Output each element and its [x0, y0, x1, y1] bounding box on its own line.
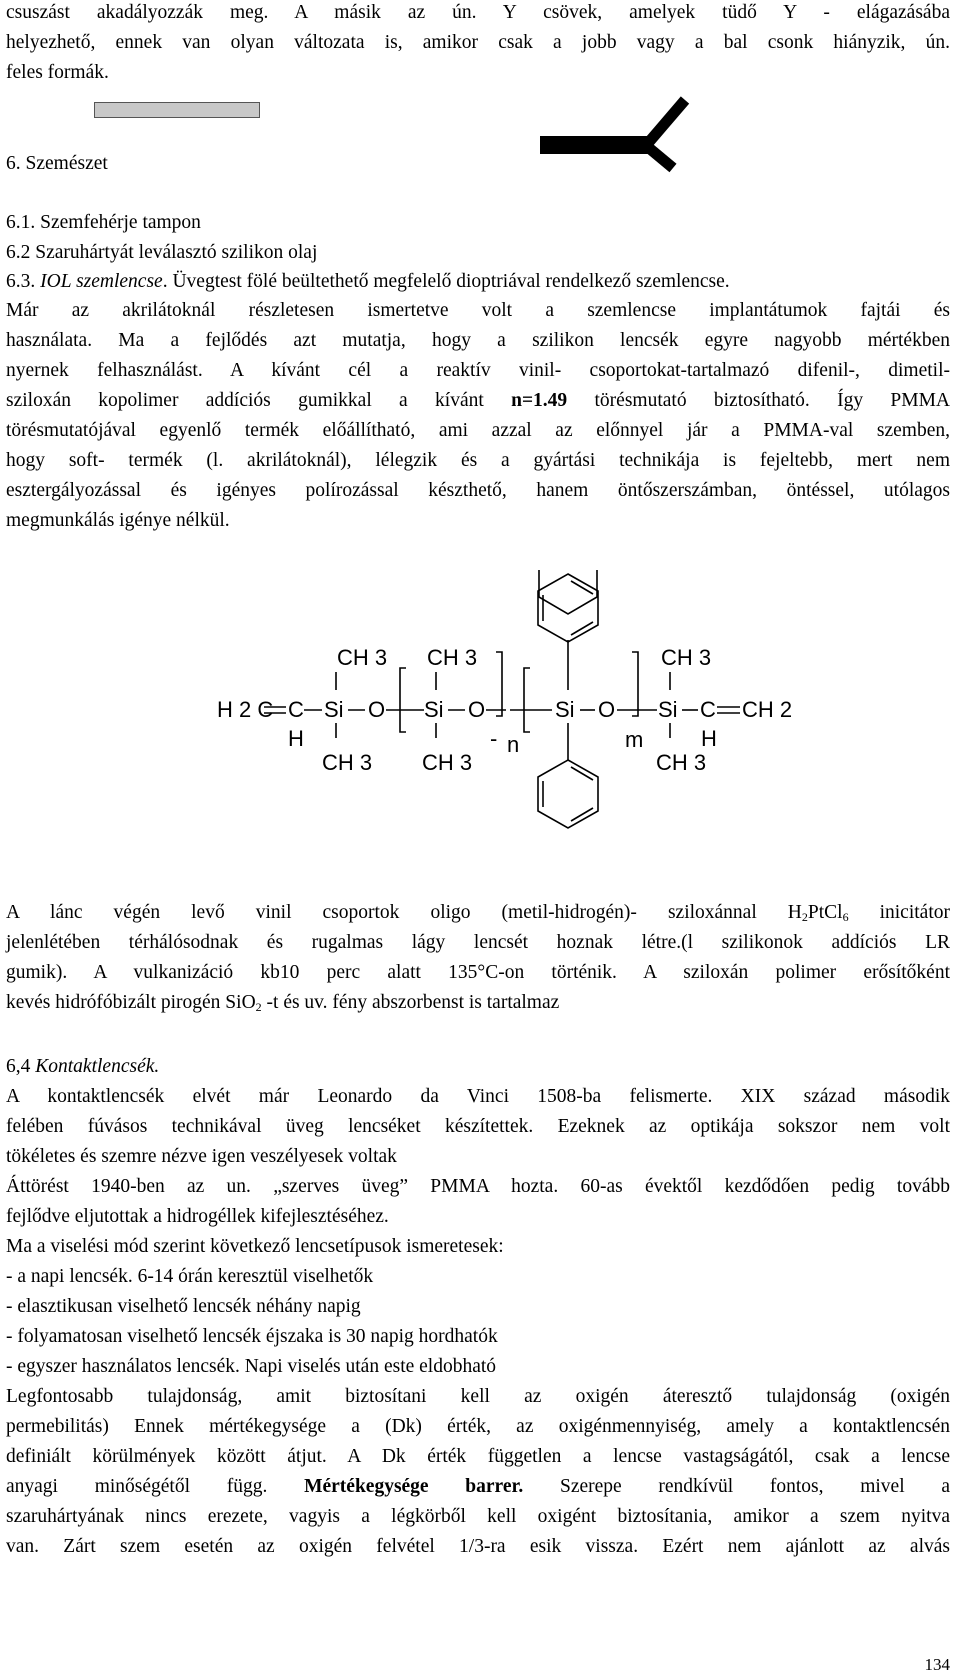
subsection-6-3-text: . Üvegtest fölé beültethető megfelelő dioptriával rendelkező szemlencse. [162, 271, 730, 292]
para2-line-3: gumik). A vulkanizáció kb10 perc alatt 135°C-on történik. A sziloxán polimer erősítőként [6, 962, 950, 983]
section-heading-6: 6. Szemészet [6, 153, 108, 174]
intro-line-2: helyezhető, ennek van olyan változata is, amikor csak a jobb vagy a bal csonk hiányzik, ún. [6, 32, 950, 53]
formula-ch3-bottom-1: CH 3 [322, 750, 373, 775]
para4-line-1: Legfontosabb tulajdonság, amit biztosítani kell az oxigén áteresztő tulajdonság (oxigén [6, 1386, 950, 1407]
para3-line-5: fejlődve eljutottak a hidrogéllek kifejlesztéséhez. [6, 1206, 389, 1227]
para3-line-3: tökéletes és szemre nézve igen veszélyesek voltak [6, 1146, 397, 1167]
para2-sub-3: 2 [255, 1000, 262, 1014]
para4-line-4-c: Szerepe rendkívül fontos, mivel a [523, 1476, 950, 1497]
subsection-6-3 [6, 267, 950, 297]
formula-subscript-n: n [507, 732, 520, 757]
page-number: 134 [924, 1655, 950, 1674]
formula-h2c: H 2 C [217, 697, 274, 722]
para1-line-6: hogy soft- termék (l. akrilátoknál), lélegzik és a gyártási technikája is fejeltebb, mert nem [6, 450, 950, 471]
para1-line-1: Már az akrilátoknál részletesen ismertetve volt a szemlencse implantátumok fajtái és [6, 300, 950, 321]
tube-illustration-bar [94, 102, 260, 118]
formula-o-3: O [598, 697, 616, 722]
lens-type-item-1: - a napi lencsék. 6-14 órán keresztül viselhetők [6, 1266, 374, 1287]
lens-type-item-4: - egyszer használatos lencsék. Napi viselés után este eldobható [6, 1356, 497, 1377]
subsection-6-2: 6.2 Szaruhártyát leválasztó szilikon olaj [6, 242, 318, 263]
para4-line-3: definiált körülmények között átjut. A Dk érték független a lencse vastagságától, csak a lencse [6, 1446, 950, 1467]
para4-line-6: van. Zárt szem esetén az oxigén felvétel 1/3-ra esik vissza. Ezért nem ajánlott az alvás [6, 1536, 950, 1557]
formula-si-4: Si [658, 697, 678, 722]
formula-vinyl-h-right: H [701, 726, 717, 751]
formula-ch3-bottom-2: CH 3 [422, 750, 473, 775]
para1-line-7: esztergályozással és igényes polírozással készthető, hanem öntőszerszámban, öntéssel, utólagos [6, 480, 950, 501]
formula-ch3-top-1: CH 3 [337, 645, 388, 670]
para4-line-4 [6, 1472, 950, 1502]
para1-line-8: megmunkálás igénye nélkül. [6, 510, 230, 531]
formula-vinyl-h-left: H [288, 726, 304, 751]
para2-sub-1: 2 [801, 910, 808, 924]
formula-o-1: O [368, 697, 386, 722]
para4-line-5: szaruhártyának nincs erezete, vagyis a légkörből kell oxigént biztosítania, amikor a szem nyitva [6, 1506, 950, 1527]
para1-line-4-c: törésmutató biztosítható. Így PMMA [567, 390, 950, 411]
para2-line-4-a: kevés hidrófóbizált pirogén SiO [6, 992, 256, 1013]
para2-line-4-b: -t és uv. fény abszorbenst is tartalmaz [261, 992, 560, 1013]
para2-sub-2: 6 [842, 910, 849, 924]
formula-ch2: CH 2 [742, 697, 793, 722]
para2-line-2: jelenlétében térhálósodnak és rugalmas lágy lencsét hoznak létre.(l szilikonok addíciós LR [6, 932, 950, 953]
para3-line-2: felében fúvásos technikával üveg lencséket készítettek. Ezeknek az optikája sokszor nem volt [6, 1116, 950, 1137]
para1-line-4 [6, 386, 950, 416]
formula-dash-n: - [490, 726, 498, 751]
subsection-6-3-title: IOL szemlencse [40, 271, 163, 292]
subsection-6-1: 6.1. Szemfehérje tampon [6, 212, 201, 233]
para2-line-4 [6, 988, 950, 1018]
para3-line-4: Áttörést 1940-ben az un. „szerves üveg” PMMA hozta. 60-as évektől kezdődően pedig tovább [6, 1176, 950, 1197]
para2-line-1 [6, 898, 950, 928]
para1-line-4-a: sziloxán kopolimer addíciós gumikkal a kívánt [6, 390, 512, 411]
para4-line-4-a: anyagi minőségétől függ. [6, 1476, 305, 1497]
formula-ch3-top-2: CH 3 [427, 645, 478, 670]
formula-o-2: O [468, 697, 486, 722]
phenyl-ring-top [538, 574, 598, 642]
para3-line-6: Ma a viselési mód szerint következő lencsetípusok ismeretesek: [6, 1236, 504, 1257]
formula-si-2: Si [424, 697, 444, 722]
para2-line-1-a: A lánc végén levő vinil csoportok oligo (metil-hidrogén)- sziloxánnal H [6, 902, 802, 923]
formula-ch3-top-4: CH 3 [661, 645, 712, 670]
formula-vinyl-c-right: C [700, 697, 716, 722]
para1-line-5: törésmutatójával egyenlő termék előállítható, ami azzal az előnnyel jár a PMMA-val szemben, [6, 420, 950, 441]
subsection-6-3-number: 6.3. [6, 271, 36, 292]
intro-line-1: csuszást akadályozzák meg. A másik az ún. Y csövek, amelyek tüdő Y - elágazásába [6, 2, 950, 23]
para3-line-1: A kontaktlencsék elvét már Leonardo da Vinci 1508-ba felismerte. XIX század második [6, 1086, 950, 1107]
lens-type-item-2: - elasztikusan viselhető lencsék néhány napig [6, 1296, 361, 1317]
para1-line-3: nyernek felhasználást. A kívánt cél a reaktív vinil- csoportokat-tartalmazó difenil-, dimetil- [6, 360, 950, 381]
phenyl-ring-bottom [538, 760, 598, 828]
formula-si-1: Si [324, 697, 344, 722]
intro-line-3: feles formák. [6, 62, 109, 83]
lens-type-item-3: - folyamatosan viselhető lencsék éjszaka is 30 napig hordhatók [6, 1326, 498, 1347]
para2-line-1-b: PtCl [807, 902, 843, 923]
formula-vinyl-c-left: C [288, 697, 304, 722]
refractive-index-value: n=1.49 [511, 390, 568, 411]
para2-line-1-c: inicitátor [848, 902, 950, 923]
section-6-4-title: Kontaktlencsék. [35, 1056, 160, 1077]
formula-si-3: Si [555, 697, 575, 722]
section-6-4-number: 6,4 [6, 1056, 36, 1077]
unit-barrer: Mértékegysége barrer. [304, 1476, 524, 1497]
formula-ch3-bottom-4: CH 3 [656, 750, 707, 775]
section-6-4-heading [6, 1052, 950, 1082]
para1-line-2: használata. Ma a fejlődés azt mutatja, hogy a szilikon lencsék egyre nagyobb mértékben [6, 330, 950, 351]
para4-line-2: permebilitás) Ennek mértékegysége a (Dk) érték, az oxigénmennyiség, amely a kontaktlencsén [6, 1416, 950, 1437]
formula-subscript-m: m [625, 727, 644, 752]
siloxane-structural-formula [200, 570, 820, 840]
